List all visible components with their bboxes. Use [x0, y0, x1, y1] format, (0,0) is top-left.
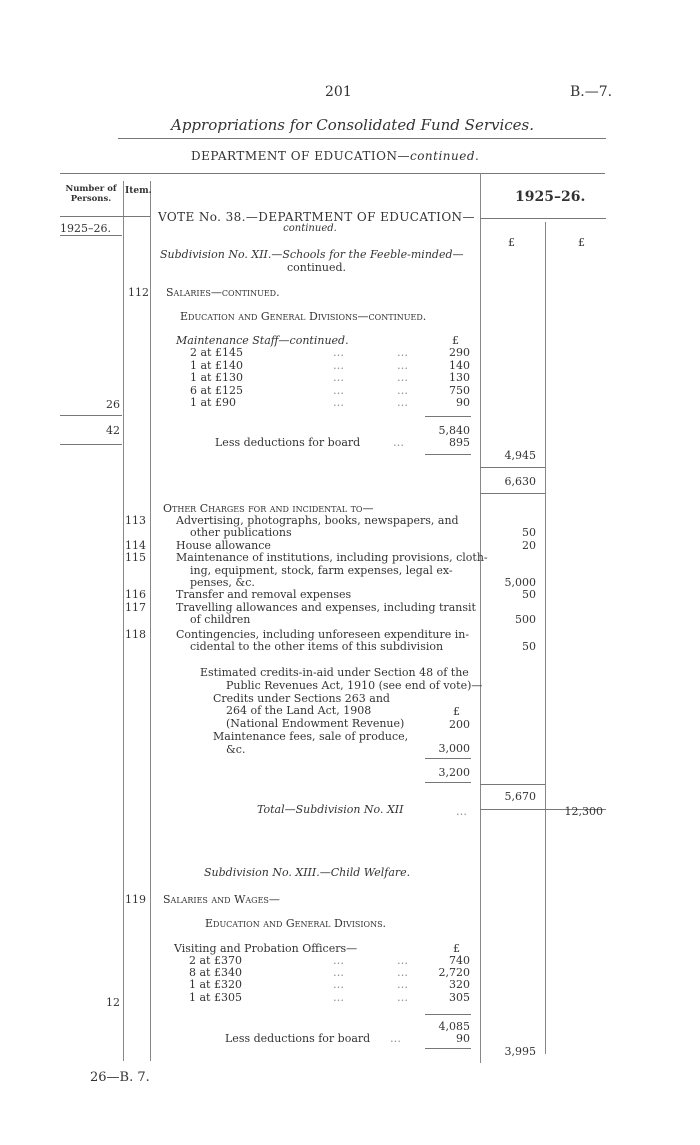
leader-dots: …: [397, 383, 408, 397]
charge-description: penses, &c.: [190, 576, 255, 589]
staff-row-label: 1 at £90: [190, 396, 236, 409]
department-heading: DEPARTMENT OF EDUCATION—continued.: [191, 149, 480, 163]
year-column-header: 1925–26.: [515, 189, 586, 205]
division-heading: Education and General Divisions.: [205, 917, 387, 930]
staff-row-label: 8 at £340: [189, 966, 242, 980]
leader-dots: …: [333, 358, 344, 372]
charge-amount: 50: [522, 588, 536, 602]
item-number: 119: [125, 893, 146, 906]
credit-line: Maintenance fees, sale of produce,: [213, 730, 409, 743]
salaries-heading: Salaries—continued.: [166, 286, 280, 299]
staff-row-amount: 140: [449, 358, 470, 372]
staff-row-amount: 2,720: [438, 966, 470, 980]
item-number: 115: [125, 551, 146, 565]
leader-dots: …: [333, 383, 344, 397]
leader-dots: …: [397, 371, 408, 384]
subdivision-title: Subdivision No. XIII.—Child Welfare.: [204, 866, 411, 879]
leader-dots: …: [333, 371, 344, 384]
total-label: Total—Subdivision No. XII: [257, 803, 404, 816]
credits-total: 3,200: [438, 766, 470, 779]
page-title: Appropriations for Consolidated Fund Services.: [171, 116, 535, 134]
staff-row-label: 1 at £320: [189, 978, 242, 992]
net-amount: 3,995: [504, 1045, 536, 1058]
pound-sign: £: [578, 236, 585, 249]
item-number: 113: [125, 514, 146, 527]
leader-dots: …: [397, 990, 408, 1004]
staff-row-label: 1 at £305: [189, 990, 242, 1004]
other-charges-heading: Other Charges for and incidental to—: [163, 502, 374, 515]
credit-land-amount: 200: [449, 718, 470, 731]
leader-dots: …: [333, 990, 344, 1004]
item-number: 112: [128, 286, 149, 299]
staff-row-amount: 750: [449, 383, 470, 397]
charge-description: Advertising, photographs, books, newspapers, and: [176, 514, 459, 527]
leader-dots: …: [397, 954, 408, 967]
credit-line: Estimated credits-in-aid under Section 48 of the: [200, 666, 469, 679]
staff-row-amount: 90: [456, 396, 470, 409]
staff-row-amount: 290: [449, 346, 470, 359]
charge-description: Contingencies, including unforeseen expenditure in-: [176, 627, 470, 641]
charge-description: ing, equipment, stock, farm expenses, legal ex-: [190, 563, 453, 577]
page-signature: 26—B. 7.: [90, 1070, 150, 1085]
pound-sign: £: [452, 334, 459, 347]
charge-description: cidental to the other items of this subdivision: [190, 640, 444, 653]
staff-row-label: 2 at £145: [190, 346, 243, 359]
charge-amount: 50: [522, 526, 536, 540]
charge-amount: 5,000: [504, 576, 536, 589]
leader-dots: …: [397, 966, 408, 980]
credit-line: Credits under Sections 263 and: [213, 691, 390, 705]
leader-dots: …: [333, 346, 344, 359]
division-heading: Education and General Divisions—continued.: [180, 310, 427, 323]
net-amount: 4,945: [504, 449, 536, 462]
subdivision-title: Subdivision No. XII.—Schools for the Feeble-minded—: [160, 248, 464, 261]
page-number: 201: [325, 84, 352, 100]
deduction-amount: 90: [456, 1032, 470, 1045]
charge-description: Maintenance of institutions, including provisions, cloth-: [176, 551, 488, 565]
persons-count: 12: [106, 996, 120, 1009]
staff-row-amount: 305: [449, 990, 470, 1004]
deduction-amount: 895: [449, 436, 470, 449]
leader-dots: …: [397, 396, 408, 409]
leader-dots: …: [397, 978, 408, 992]
credit-fees-amount: 3,000: [438, 742, 470, 755]
persons-column-header: Number of Persons.: [65, 184, 117, 204]
leader-dots: …: [333, 978, 344, 992]
leader-dots: …: [333, 966, 344, 980]
subdivision-continued: continued.: [287, 261, 347, 274]
leader-dots: …: [397, 346, 408, 359]
salaries-total: 6,630: [504, 475, 536, 488]
persons-total: 42: [106, 424, 120, 437]
staff-row-label: 2 at £370: [189, 954, 242, 967]
credit-line: 264 of the Land Act, 1908: [226, 704, 372, 718]
pound-sign: £: [508, 236, 515, 249]
leader-dots: …: [333, 954, 344, 967]
pound-sign: £: [453, 942, 460, 955]
staff-row-amount: 130: [449, 371, 470, 384]
pound-sign: £: [453, 705, 460, 718]
credit-line: Public Revenues Act, 1910 (see end of vote)—: [226, 678, 483, 692]
subdivision-total: 12,300: [564, 805, 603, 818]
persons-count: 26: [106, 398, 120, 411]
charge-amount: 50: [522, 640, 536, 653]
staff-row-label: 1 at £140: [190, 358, 243, 372]
item-column-header: Item.: [125, 186, 152, 196]
persons-year: 1925–26.: [60, 222, 111, 235]
staff-row-label: 1 at £130: [190, 371, 243, 384]
charge-description: Transfer and removal expenses: [176, 588, 352, 602]
maintenance-heading: Maintenance Staff—continued.: [176, 334, 349, 347]
charge-amount: 20: [522, 538, 536, 552]
item-number: 117: [125, 600, 146, 614]
less-deductions-label: Less deductions for board: [225, 1032, 371, 1045]
charges-total: 5,670: [504, 790, 536, 803]
less-deductions-label: Less deductions for board: [215, 436, 361, 449]
staff-row-amount: 320: [449, 978, 470, 992]
vote-heading: VOTE No. 38.—DEPARTMENT OF EDUCATION—: [158, 210, 475, 224]
charge-description: House allowance: [176, 538, 271, 552]
subtotal-amount: 4,085: [438, 1020, 470, 1033]
staff-row-label: 6 at £125: [190, 383, 243, 397]
leader-dots: …: [397, 358, 408, 372]
document-ref: B.—7.: [570, 84, 613, 100]
salaries-heading: Salaries and Wages—: [163, 893, 280, 906]
credit-line: &c.: [226, 742, 246, 756]
charge-amount: 500: [515, 613, 536, 627]
charge-description: Travelling allowances and expenses, including transit: [176, 600, 476, 614]
item-number: 114: [125, 538, 146, 552]
item-number: 116: [125, 588, 146, 602]
leader-dots: …: [333, 396, 344, 409]
item-number: 118: [125, 627, 146, 641]
credit-line: (National Endowment Revenue): [226, 717, 405, 731]
subtotal-amount: 5,840: [438, 424, 470, 437]
visiting-officers-heading: Visiting and Probation Officers—: [174, 942, 358, 955]
staff-row-amount: 740: [449, 954, 470, 967]
charge-description: of children: [190, 613, 251, 627]
charge-description: other publications: [190, 526, 292, 540]
vote-continued: continued.: [283, 223, 337, 234]
